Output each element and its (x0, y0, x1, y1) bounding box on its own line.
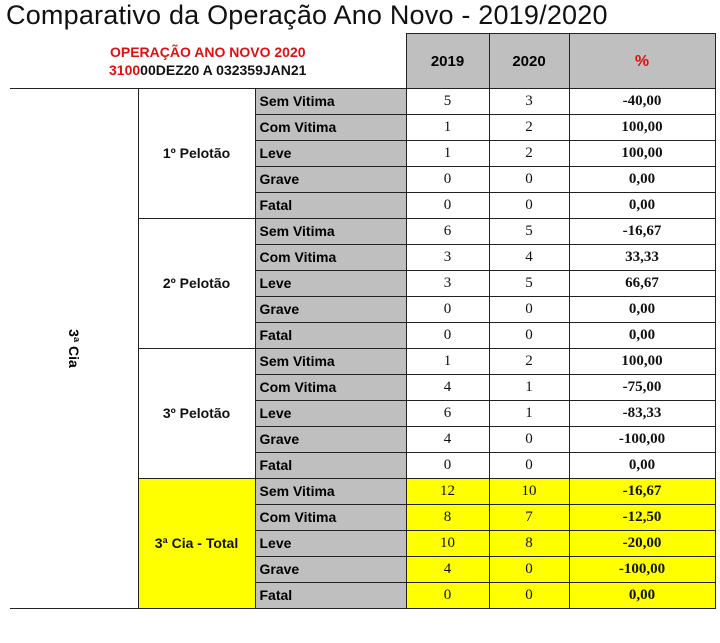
value-2019-cell: 4 (406, 557, 489, 583)
value-2019-cell: 1 (406, 115, 489, 141)
value-2020-cell: 0 (489, 167, 569, 193)
category-cell: Grave (255, 557, 406, 583)
value-2020-cell: 2 (489, 141, 569, 167)
value-2019-cell: 8 (406, 505, 489, 531)
value-2019-cell: 0 (406, 323, 489, 349)
company-label: 3ª Cia (66, 329, 83, 368)
value-2019-cell: 0 (406, 583, 489, 609)
operation-period-start: 3100 (109, 61, 141, 78)
value-2020-cell: 0 (489, 583, 569, 609)
value-2020-cell: 0 (489, 557, 569, 583)
category-cell: Com Vitima (255, 115, 406, 141)
category-cell: Com Vitima (255, 375, 406, 401)
category-cell: Leve (255, 141, 406, 167)
category-cell: Sem Vitima (255, 349, 406, 375)
percent-cell: -83,33 (569, 401, 715, 427)
value-2019-cell: 0 (406, 193, 489, 219)
category-cell: Com Vitima (255, 505, 406, 531)
value-2019-cell: 5 (406, 89, 489, 115)
value-2020-cell: 1 (489, 401, 569, 427)
category-cell: Sem Vitima (255, 219, 406, 245)
group-label: 3ª Cia - Total (138, 479, 255, 609)
header-row (10, 34, 715, 89)
value-2020-cell: 7 (489, 505, 569, 531)
category-cell: Fatal (255, 193, 406, 219)
percent-cell: 100,00 (569, 141, 715, 167)
value-2020-cell: 4 (489, 245, 569, 271)
category-cell: Fatal (255, 453, 406, 479)
value-2019-cell: 3 (406, 271, 489, 297)
percent-cell: -16,67 (569, 219, 715, 245)
operation-period (10, 61, 406, 79)
percent-cell: 0,00 (569, 453, 715, 479)
value-2020-cell: 5 (489, 271, 569, 297)
percent-cell: 33,33 (569, 245, 715, 271)
group-label: 2º Pelotão (138, 219, 255, 349)
value-2019-cell: 1 (406, 141, 489, 167)
value-2019-cell: 4 (406, 375, 489, 401)
percent-cell: 100,00 (569, 349, 715, 375)
value-2020-cell: 0 (489, 297, 569, 323)
percent-cell: -20,00 (569, 531, 715, 557)
category-cell: Grave (255, 427, 406, 453)
value-2019-cell: 0 (406, 453, 489, 479)
value-2020-cell: 0 (489, 453, 569, 479)
value-2020-cell: 1 (489, 375, 569, 401)
value-2019-cell: 6 (406, 219, 489, 245)
percent-cell: 0,00 (569, 193, 715, 219)
value-2019-cell: 1 (406, 349, 489, 375)
category-cell: Fatal (255, 583, 406, 609)
percent-cell: 0,00 (569, 323, 715, 349)
column-header-percent: % (569, 34, 715, 89)
category-cell: Sem Vitima (255, 479, 406, 505)
percent-cell: -12,50 (569, 505, 715, 531)
percent-cell: 0,00 (569, 167, 715, 193)
percent-cell: 66,67 (569, 271, 715, 297)
percent-cell: 0,00 (569, 583, 715, 609)
value-2019-cell: 0 (406, 297, 489, 323)
value-2020-cell: 0 (489, 427, 569, 453)
category-cell: Fatal (255, 323, 406, 349)
company-cell (10, 89, 138, 609)
category-cell: Sem Vitima (255, 89, 406, 115)
category-cell: Grave (255, 167, 406, 193)
comparison-table (10, 33, 716, 609)
category-cell: Com Vitima (255, 245, 406, 271)
category-cell: Leve (255, 401, 406, 427)
value-2019-cell: 12 (406, 479, 489, 505)
group-label: 3º Pelotão (138, 349, 255, 479)
value-2019-cell: 0 (406, 167, 489, 193)
column-header-2020: 2020 (489, 34, 569, 89)
table-row (10, 89, 715, 115)
column-header-2019: 2019 (406, 34, 489, 89)
category-cell: Leve (255, 531, 406, 557)
category-cell: Grave (255, 297, 406, 323)
value-2019-cell: 6 (406, 401, 489, 427)
percent-cell: -100,00 (569, 557, 715, 583)
value-2020-cell: 3 (489, 89, 569, 115)
value-2020-cell: 5 (489, 219, 569, 245)
category-cell: Leve (255, 271, 406, 297)
value-2020-cell: 8 (489, 531, 569, 557)
value-2020-cell: 0 (489, 323, 569, 349)
operation-period-rest: 00DEZ20 A 032359JAN21 (140, 61, 307, 78)
value-2020-cell: 10 (489, 479, 569, 505)
value-2019-cell: 3 (406, 245, 489, 271)
value-2020-cell: 0 (489, 193, 569, 219)
operation-header (10, 34, 406, 89)
percent-cell: 100,00 (569, 115, 715, 141)
value-2019-cell: 10 (406, 531, 489, 557)
percent-cell: -100,00 (569, 427, 715, 453)
page-title: Comparativo da Operação Ano Novo - 2019/2020 (6, 0, 608, 30)
percent-cell: -40,00 (569, 89, 715, 115)
percent-cell: -16,67 (569, 479, 715, 505)
percent-cell: -75,00 (569, 375, 715, 401)
value-2020-cell: 2 (489, 115, 569, 141)
group-label: 1º Pelotão (138, 89, 255, 219)
operation-name: OPERAÇÃO ANO NOVO 2020 (109, 43, 306, 60)
value-2019-cell: 4 (406, 427, 489, 453)
percent-cell: 0,00 (569, 297, 715, 323)
value-2020-cell: 2 (489, 349, 569, 375)
